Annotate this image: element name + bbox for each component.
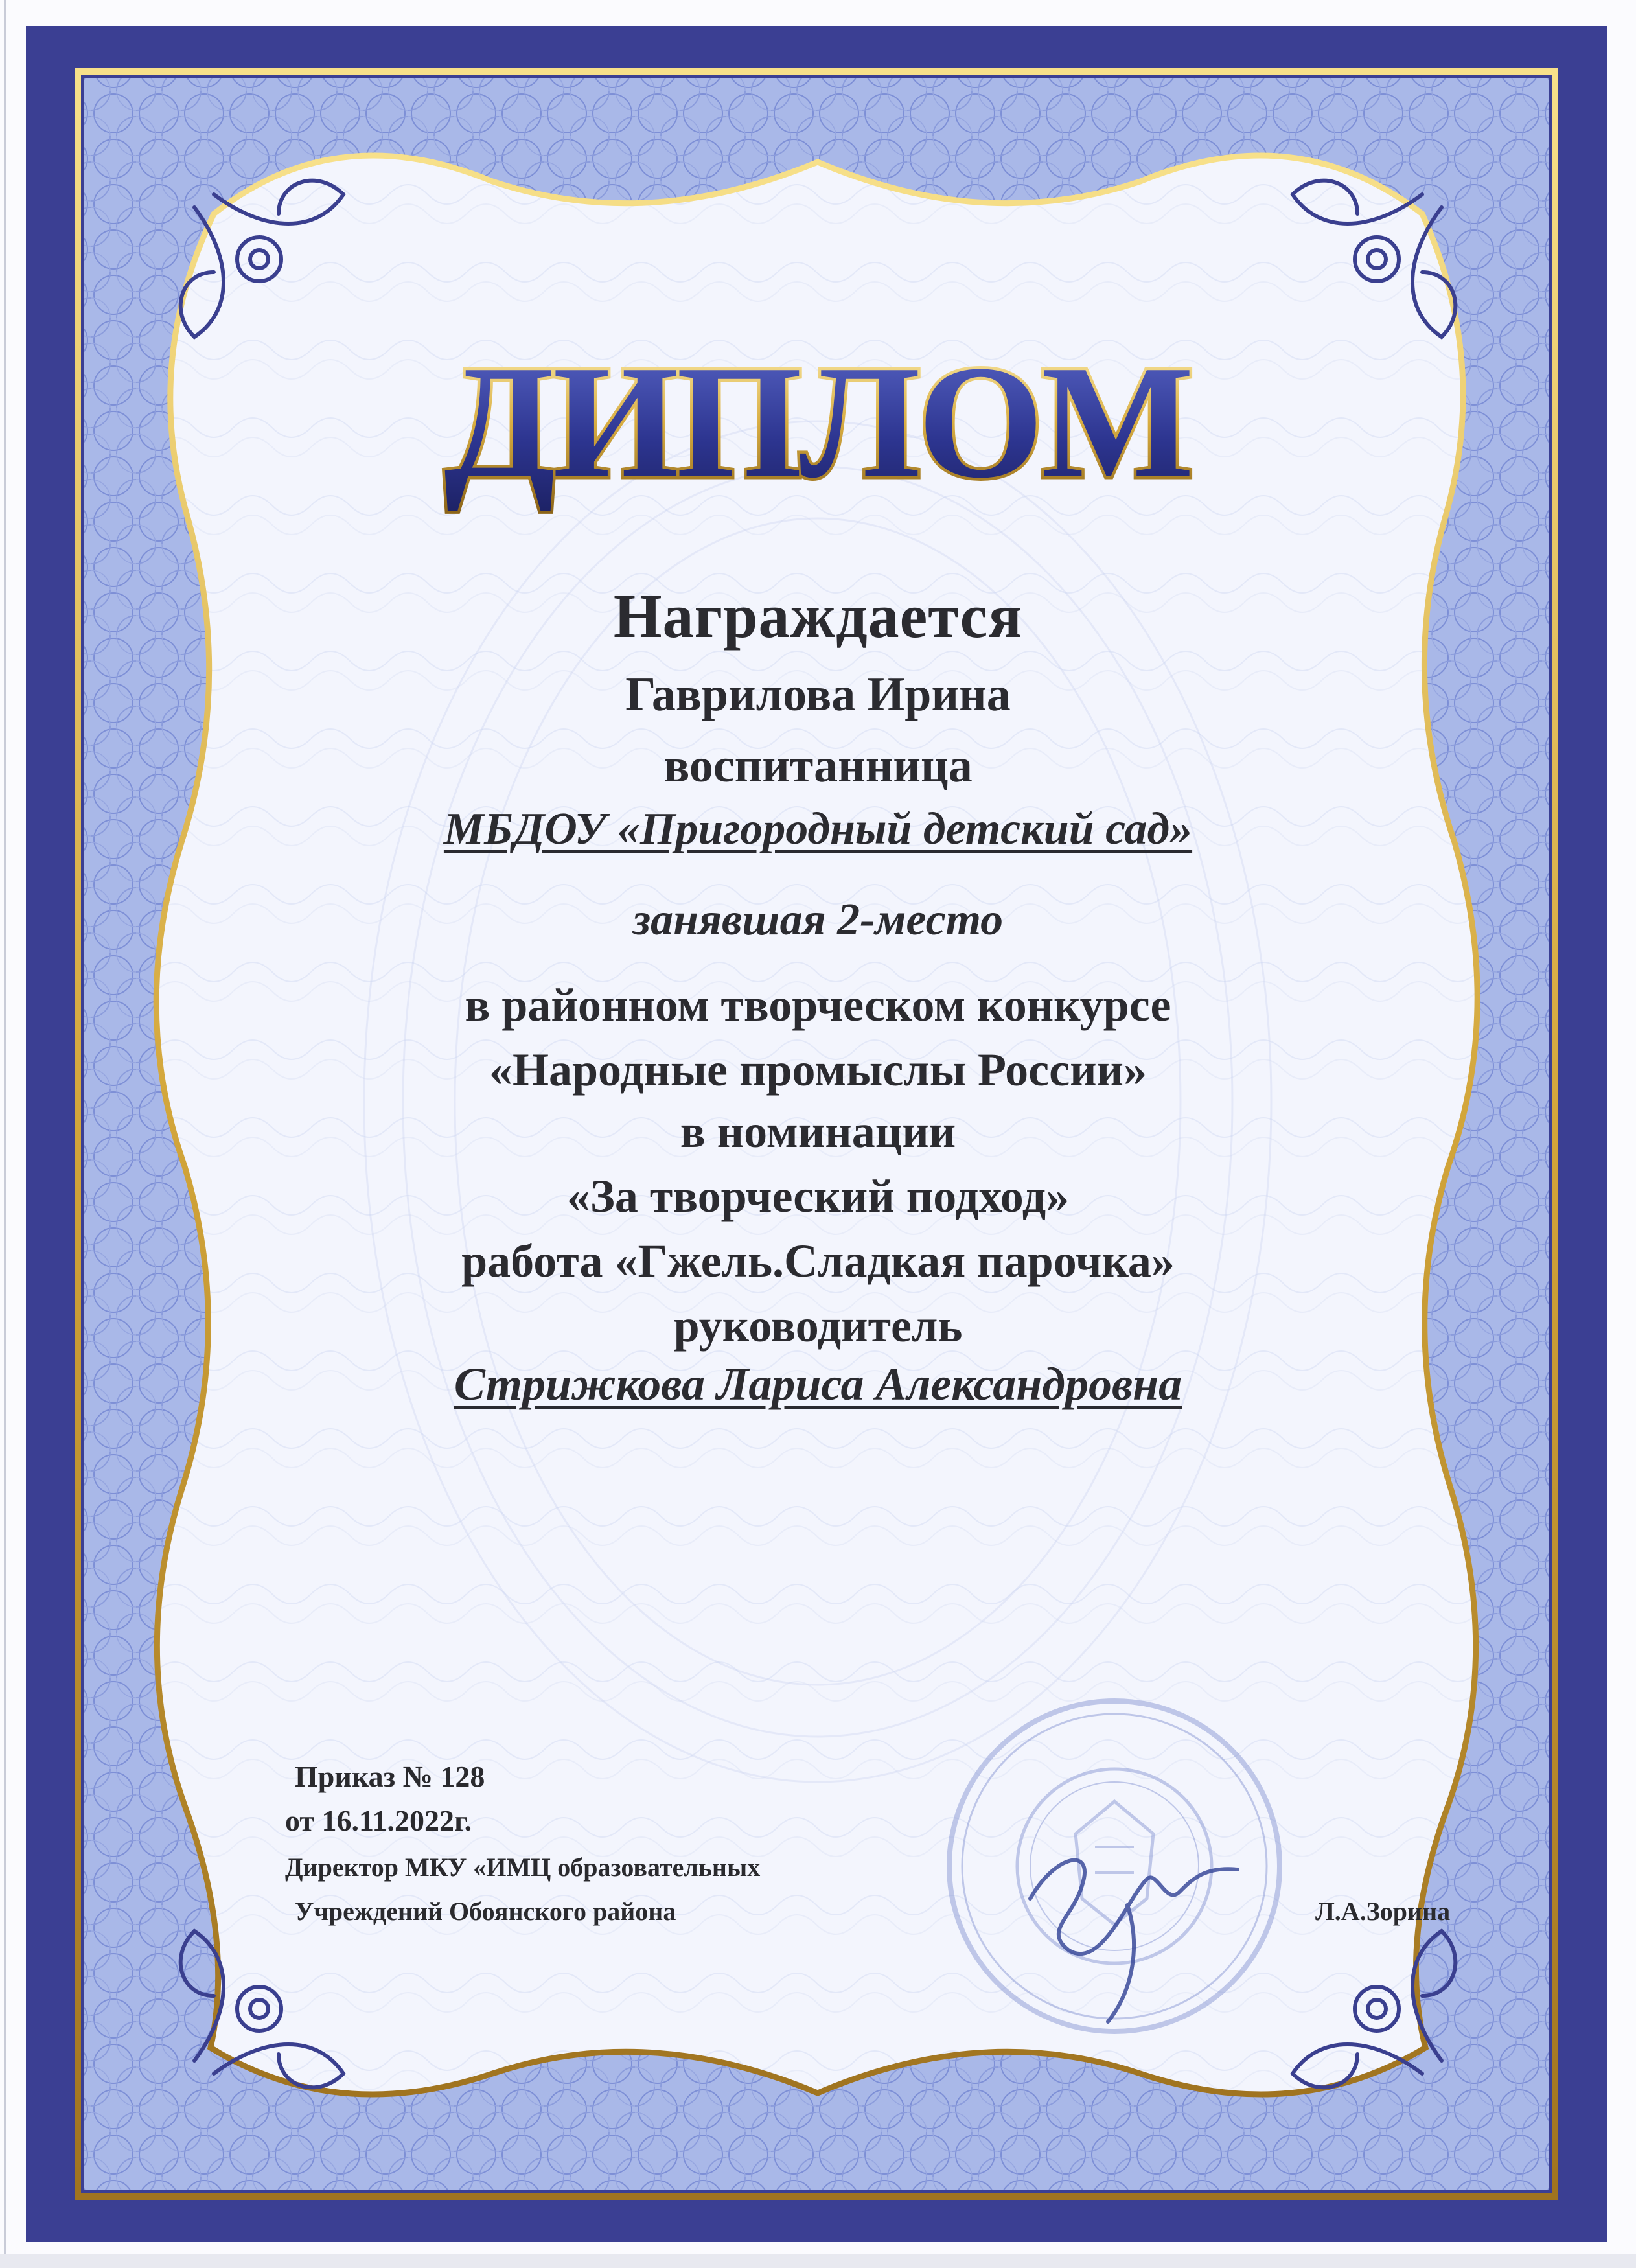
nomination-name: «За творческий подход» (566, 1170, 1070, 1222)
signature-mark (1030, 1860, 1238, 2022)
official-stamp (933, 1685, 1296, 2048)
director-line-1: Директор МКУ «ИМЦ образовательных (285, 1853, 761, 1882)
order-date: от 16.11.2022г. (285, 1804, 472, 1837)
awarded-heading: Награждается (613, 581, 1023, 651)
nomination-intro: в номинации (680, 1105, 956, 1157)
diploma-title: ДИПЛОМ (444, 332, 1192, 512)
supervisor-label: руководитель (673, 1300, 963, 1352)
work-title: работа «Гжель.Сладкая парочка» (461, 1235, 1175, 1287)
organization-name: МБДОУ «Пригородный детский сад» (443, 804, 1193, 854)
order-number: Приказ № 128 (295, 1760, 485, 1793)
contest-name: «Народные промыслы России» (489, 1044, 1147, 1096)
director-name: Л.А.Зорина (1315, 1897, 1451, 1926)
director-line-2: Учреждений Обоянского района (295, 1897, 676, 1926)
place-text: занявшая 2-место (632, 895, 1004, 945)
recipient-name: Гаврилова Ирина (625, 668, 1011, 721)
contest-intro: в районном творческом конкурсе (465, 979, 1171, 1031)
supervisor-name: Стрижкова Лариса Александровна (454, 1358, 1182, 1410)
recipient-role: воспитанница (663, 739, 973, 793)
